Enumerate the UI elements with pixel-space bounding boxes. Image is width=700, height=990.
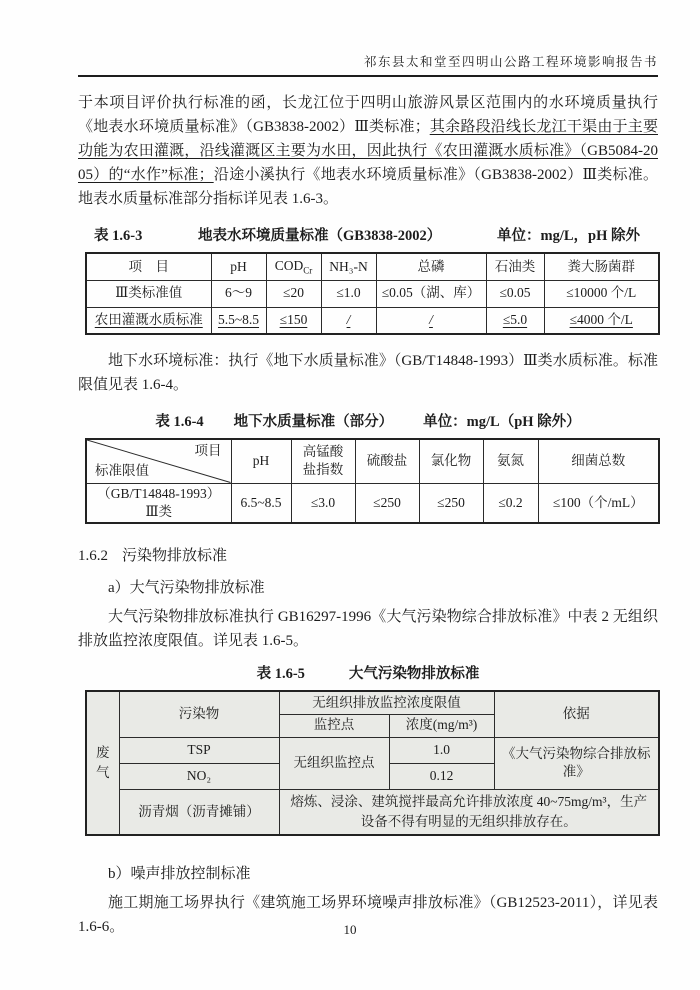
table3-header-ph: pH (211, 253, 266, 280)
table4-caption-unit: 单位：mg/L（pH 除外） (423, 414, 581, 430)
section-heading-162 (78, 544, 658, 565)
table5-asphalt-row (86, 789, 659, 835)
table4-caption-label: 表 1.6-4 (155, 414, 204, 430)
table5-tsp-row (86, 737, 659, 763)
table3-cell: 5.5~8.5 (211, 307, 266, 334)
table3-caption (78, 224, 658, 245)
row-label-line1: （GB/T14848-1993） (97, 485, 221, 501)
table5-basis-value: 《大气污染物综合排放标准》 (494, 737, 659, 789)
table3-header-tp: 总磷 (376, 253, 486, 280)
table3-header-nh3n: NH₃-N (321, 253, 376, 280)
table4-caption (78, 410, 658, 431)
table3-cell: ≤10000 个/L (544, 280, 659, 307)
table3-cell: ≤4000 个/L (544, 307, 659, 334)
table5-header-limit: 无组织排放监控浓度限值 (279, 691, 494, 714)
table3-cell: 6～9 (211, 280, 266, 307)
table-surface-water-standards (85, 252, 660, 335)
paragraph-text: 于本项目评价执行标准的函，长龙江位于四明山旅游风景区范围内的水环境质量执行《地表水环境质量标准》（GB3838-2002）Ⅲ类标准； (78, 95, 658, 135)
table3-cell: 农田灌溉水质标准 (86, 307, 211, 334)
table3-cell: / (376, 307, 486, 334)
table4-header-ammonia: 氨氮 (483, 439, 538, 483)
table5-header-monitor-point: 监控点 (279, 714, 389, 737)
table5-pollutant-no2: NO₂ (119, 763, 279, 789)
table3-cell: ≤5.0 (486, 307, 544, 334)
table3-caption-label: 表 1.6-3 (94, 228, 143, 244)
row-label-line2: Ⅲ类 (145, 503, 173, 519)
table4-cell: ≤100（个/mL） (538, 483, 659, 523)
table4-header-permanganate (291, 439, 355, 483)
table3-class3-row (86, 280, 659, 307)
running-header (78, 52, 658, 77)
cod-subscript: Cr (303, 265, 313, 276)
table4-header-ph: pH (231, 439, 291, 483)
table4-cell: 6.5~8.5 (231, 483, 291, 523)
table3-caption-title: 地表水环境质量标准（GB3838-2002） (198, 228, 442, 244)
table3-irrigation-row (86, 307, 659, 334)
table3-cell: ≤0.05（湖、库） (376, 280, 486, 307)
table4-header-row (86, 439, 659, 483)
header-line1: 高锰酸 (302, 444, 344, 460)
table3-caption-unit: 单位：mg/L，pH 除外 (497, 228, 640, 244)
subheading-b: b）噪声排放控制标准 (108, 866, 251, 882)
table-groundwater-standards (85, 438, 660, 524)
section-number: 1.6.2 (78, 548, 108, 564)
table4-cell: ≤0.2 (483, 483, 538, 523)
table4-diag-bottom-label: 标准限值 (95, 463, 149, 479)
paragraph-text: 沿途小溪执行《地表水环境质量标准》（GB3838-2002）Ⅲ类标准。地表水质量标准部分指标详见表 1.6-3。 (78, 167, 658, 207)
paragraph-air-emission: 大气污染物排放标准执行 GB16297-1996《大气污染物综合排放标准》中表 2 无组织排放监控浓度限值。详见表 1.6-5。 (78, 609, 658, 649)
table5-caption-title: 大气污染物排放标准 (348, 666, 480, 682)
table5-header-row1 (86, 691, 659, 714)
table-air-emission-standards (85, 690, 660, 836)
report-title: 祁东县太和堂至四明山公路工程环境影响报告书 (363, 55, 658, 69)
table5-waste-gas-cell (86, 691, 119, 835)
paragraph-noise: 施工期施工场界执行《建筑施工场界环境噪声排放标准》（GB12523-2011），详见表 1.6-6。 (78, 895, 658, 935)
table5-pollutant-tsp: TSP (119, 737, 279, 763)
paragraph-surface-water (78, 91, 658, 211)
paragraph-text-underlined: 其余路段沿线长龙江干渠由于主要功能为农田灌溉，沿线灌溉区主要为水田，因此执行《农田灌溉水质标准》（GB5084-2005）的“水作”标准； (78, 119, 658, 183)
section-title: 污染物排放标准 (122, 548, 228, 564)
table5-header-pollutant: 污染物 (119, 691, 279, 737)
table5-header-basis: 依据 (494, 691, 659, 737)
table3-header-row (86, 253, 659, 280)
table3-cell: Ⅲ类标准值 (86, 280, 211, 307)
table4-diag-top-label: 项目 (194, 443, 222, 458)
table3-cell: / (321, 307, 376, 334)
table4-header-sulfate: 硫酸盐 (355, 439, 419, 483)
table4-cell: ≤3.0 (291, 483, 355, 523)
table3-header-petroleum: 石油类 (486, 253, 544, 280)
table3-header-coliform: 粪大肠菌群 (544, 253, 659, 280)
page-number: 10 (343, 922, 357, 937)
table5-no2-concentration: 0.12 (389, 763, 494, 789)
table5-caption-label: 表 1.6-5 (256, 666, 305, 682)
table5-header-concentration: 浓度(mg/m³) (389, 714, 494, 737)
table3-cell: ≤1.0 (321, 280, 376, 307)
waste-gas-vertical-label: 废气 (96, 744, 110, 780)
table4-header-bacteria: 细菌总数 (538, 439, 659, 483)
table3-header-cod (266, 253, 321, 280)
table3-cell: ≤0.05 (486, 280, 544, 307)
table5-monitor-point-value: 无组织监控点 (279, 737, 389, 789)
cod-main: COD (274, 257, 304, 273)
table3-cell: ≤20 (266, 280, 321, 307)
table4-diagonal-cell (86, 439, 231, 483)
paragraph-groundwater: 地下水环境标准：执行《地下水质量标准》（GB/T14848-1993）Ⅲ类水质标准。标准限值见表 1.6-4。 (78, 353, 658, 393)
subheading-a: a）大气污染物排放标准 (108, 580, 265, 596)
table5-pollutant-asphalt: 沥青烟（沥青摊铺） (119, 789, 279, 835)
header-line2: 盐指数 (302, 462, 344, 478)
table4-header-chloride: 氯化物 (419, 439, 483, 483)
table3-header-item: 项 目 (86, 253, 211, 280)
table5-tsp-concentration: 1.0 (389, 737, 494, 763)
table5-caption (78, 662, 658, 683)
table4-data-row (86, 483, 659, 523)
table4-cell: ≤250 (419, 483, 483, 523)
table3-cell: ≤150 (266, 307, 321, 334)
table4-row-label (86, 483, 231, 523)
table4-caption-title: 地下水质量标准（部分） (233, 414, 394, 430)
table5-asphalt-note: 熔炼、浸涂、建筑搅拌最高允许排放浓度 40~75mg/m³，生产设备不得有明显的无组织排放存在。 (279, 789, 659, 835)
table4-cell: ≤250 (355, 483, 419, 523)
